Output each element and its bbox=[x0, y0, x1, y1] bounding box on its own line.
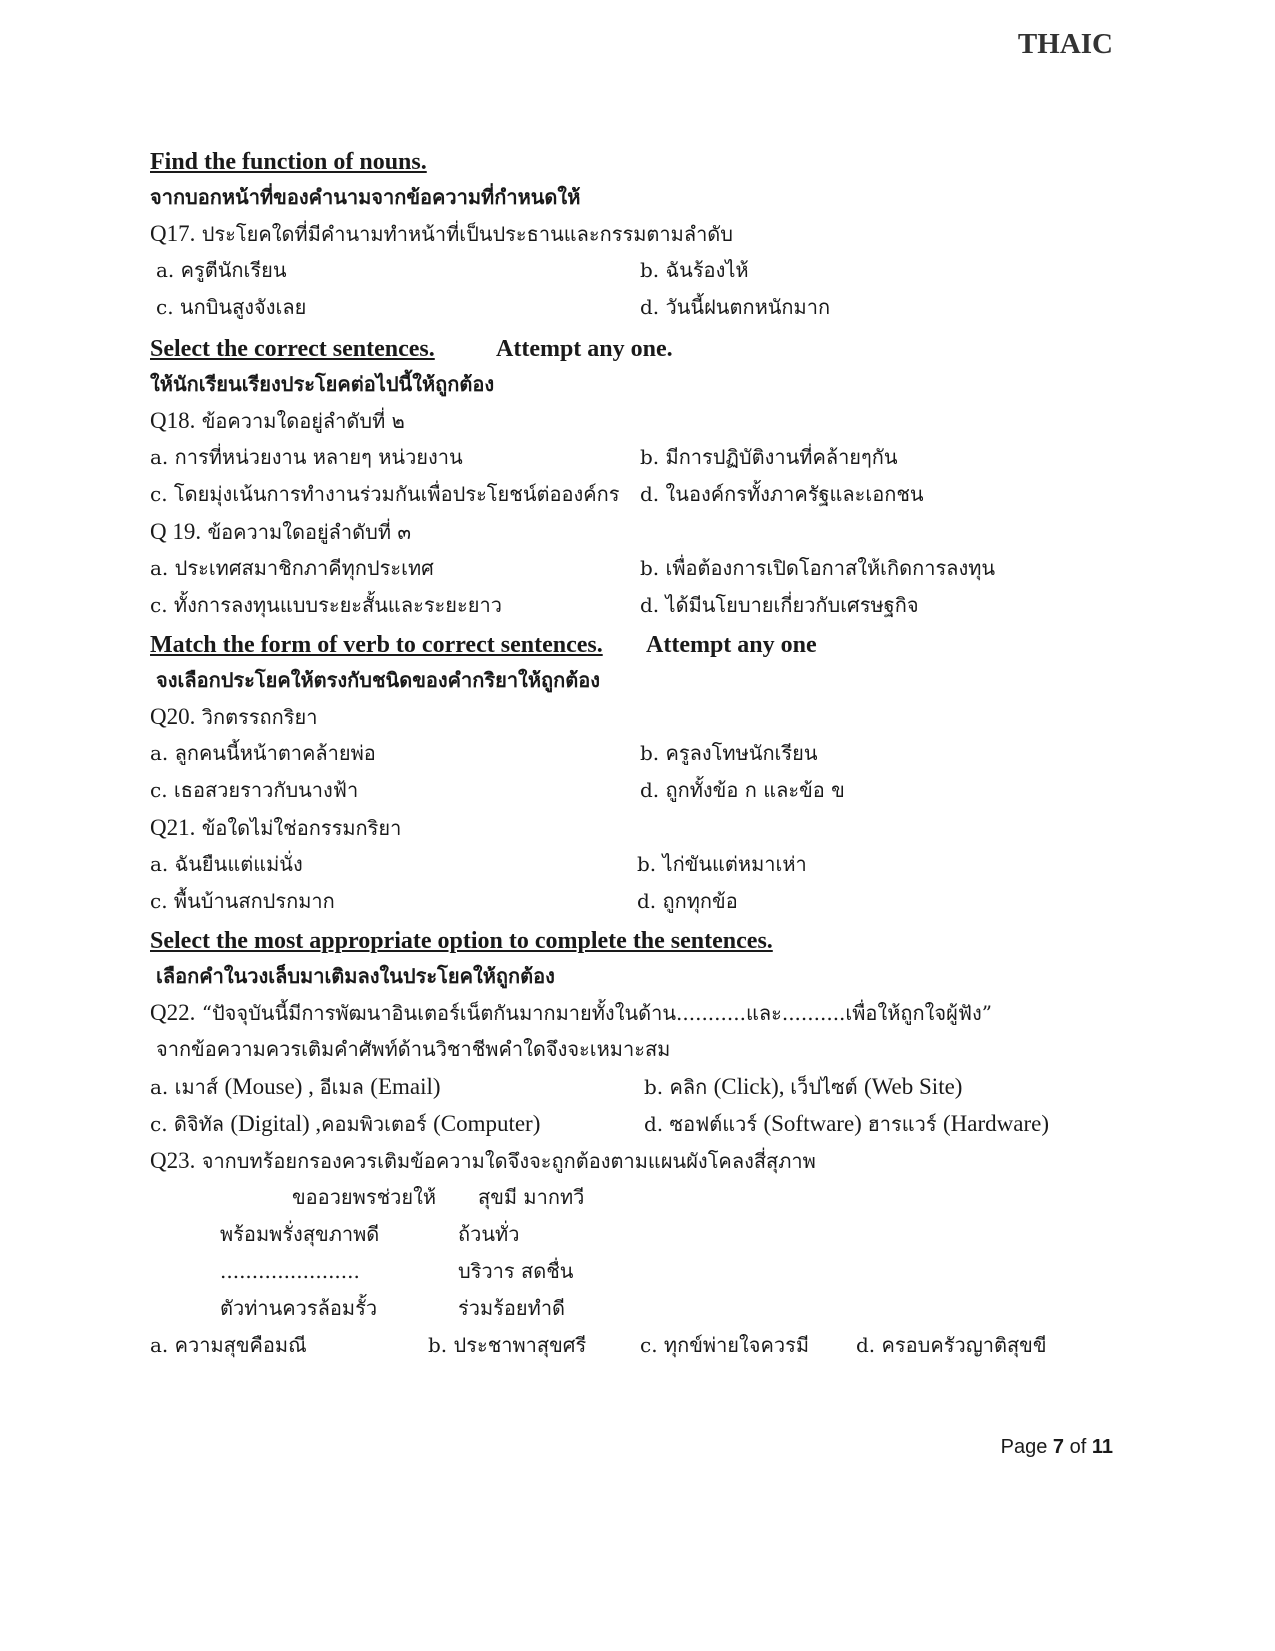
option-text: c. ดิจิทัล bbox=[150, 1112, 231, 1136]
option-a: a. ครูตีนักเรียน bbox=[156, 258, 287, 282]
page-number: 7 bbox=[1052, 1436, 1065, 1458]
question-text: วิกตรรถกริยา bbox=[201, 705, 318, 729]
option-text: (Hardware) bbox=[943, 1111, 1049, 1136]
page-footer bbox=[1001, 1436, 1113, 1459]
section-title-text: Select the most appropriate option to complete the sentences. bbox=[150, 928, 773, 954]
option-text: (Email) bbox=[370, 1074, 441, 1099]
option-a: a. ฉันยืนแต่แม่นั่ง bbox=[150, 852, 303, 876]
options-row bbox=[150, 289, 1130, 326]
section-title-complete bbox=[150, 924, 1130, 958]
option-c: c. ทุกข์พ่ายใจควรมี bbox=[640, 1333, 810, 1357]
attempt-note: Attempt any one bbox=[646, 632, 817, 658]
option-text: (Web Site) bbox=[864, 1074, 963, 1099]
section-title-nouns bbox=[150, 145, 1130, 179]
option-c bbox=[150, 1105, 540, 1143]
option-text: (Digital) , bbox=[230, 1111, 322, 1136]
question-q22 bbox=[150, 994, 1130, 1031]
section-instruction: จากบอกหน้าที่ของคำนามจากข้อความที่กำหนดให้ bbox=[150, 185, 581, 209]
poem-line: ร่วมร้อยทำดี bbox=[458, 1296, 566, 1320]
option-b: b. ไก่ขันแต่หมาเห่า bbox=[637, 852, 807, 876]
options-row bbox=[150, 1327, 1130, 1364]
question-text: ประโยคใดที่มีคำนามทำหน้าที่เป็นประธานและกรรมตามลำดับ bbox=[201, 222, 733, 246]
question-number: Q 19. bbox=[150, 519, 202, 544]
page-total: 11 bbox=[1091, 1436, 1113, 1458]
poem-line: สุขมี มากทวี bbox=[478, 1185, 585, 1209]
question-number: Q17. bbox=[150, 221, 196, 246]
section-title-verbs bbox=[150, 628, 1130, 662]
option-c: c. ทั้งการลงทุนแบบระยะสั้นและระยะยาว bbox=[150, 593, 502, 617]
question-number: Q21. bbox=[150, 815, 196, 840]
options-row bbox=[150, 1105, 1130, 1142]
question-number: Q18. bbox=[150, 408, 196, 433]
option-a: a. ความสุขคือมณี bbox=[150, 1333, 307, 1357]
options-row bbox=[150, 252, 1130, 289]
question-q19 bbox=[150, 513, 1130, 550]
poem-line: พร้อมพรั่งสุขภาพดี bbox=[220, 1222, 380, 1246]
option-b: b. ครูลงโทษนักเรียน bbox=[640, 741, 818, 765]
section-title-text: Find the function of nouns. bbox=[150, 149, 427, 175]
question-text: “ปัจจุบันนี้มีการพัฒนาอินเตอร์เน็ตกันมากมายทั้งในด้าน...........และ..........เพื่อให้ถูกใจผู้ฟัง” bbox=[201, 1001, 992, 1025]
options-row bbox=[150, 772, 1130, 809]
section-title-text: Select the correct sentences. bbox=[150, 336, 435, 362]
option-a: a. ลูกคนนี้หน้าตาคล้ายพ่อ bbox=[150, 741, 376, 765]
option-d: d. ได้มีนโยบายเกี่ยวกับเศรษฐกิจ bbox=[640, 593, 919, 617]
section-instruction: เลือกคำในวงเล็บมาเติมลงในประโยคให้ถูกต้อง bbox=[156, 964, 555, 988]
question-q18 bbox=[150, 402, 1130, 439]
section-title-text: Match the form of verb to correct sentences. bbox=[150, 632, 603, 658]
options-row bbox=[150, 1068, 1130, 1105]
option-text: a. เมาส์ bbox=[150, 1075, 225, 1099]
options-row bbox=[150, 587, 1130, 624]
question-number: Q23. bbox=[150, 1148, 196, 1173]
question-q17 bbox=[150, 215, 1130, 252]
poem-line: บริวาร สดชื่น bbox=[458, 1259, 574, 1283]
option-text: (Computer) bbox=[433, 1111, 541, 1136]
option-text: b. คลิก bbox=[644, 1075, 714, 1099]
option-text: คอมพิวเตอร์ bbox=[321, 1112, 434, 1136]
question-text: ข้อความใดอยู่ลำดับที่ ๒ bbox=[201, 409, 405, 433]
option-text: (Mouse) , bbox=[224, 1074, 320, 1099]
option-text: d. ซอฟต์แวร์ bbox=[644, 1112, 764, 1136]
option-d: d. วันนี้ฝนตกหนักมาก bbox=[640, 295, 831, 319]
option-c: c. พื้นบ้านสกปรกมาก bbox=[150, 889, 335, 913]
option-text: เว็ปไซต์ bbox=[790, 1075, 865, 1099]
of-label: of bbox=[1064, 1436, 1092, 1458]
options-row bbox=[150, 735, 1130, 772]
option-text: ฮารแวร์ bbox=[867, 1112, 943, 1136]
question-q21 bbox=[150, 809, 1130, 846]
poem-blank: ...................... bbox=[220, 1259, 360, 1283]
option-b: b. ประชาพาสุขศรี bbox=[428, 1333, 587, 1357]
options-row bbox=[150, 550, 1130, 587]
option-a: a. การที่หน่วยงาน หลายๆ หน่วยงาน bbox=[150, 445, 463, 469]
options-row bbox=[150, 476, 1130, 513]
option-text: (Software) bbox=[763, 1111, 868, 1136]
option-b bbox=[644, 1068, 962, 1106]
option-a bbox=[150, 1068, 441, 1106]
section-instruction: ให้นักเรียนเรียงประโยคต่อไปนี้ให้ถูกต้อง bbox=[150, 372, 495, 396]
option-d: d. ในองค์กรทั้งภาครัฐและเอกชน bbox=[640, 482, 924, 506]
poem-block bbox=[150, 1179, 1130, 1327]
option-d: d. ถูกทุกข้อ bbox=[637, 889, 738, 913]
option-c: c. นกบินสูงจังเลย bbox=[156, 295, 307, 319]
option-d: d. ถูกทั้งข้อ ก และข้อ ข bbox=[640, 778, 845, 802]
poem-line: ขออวยพรช่วยให้ bbox=[292, 1185, 437, 1209]
poem-line: ตัวท่านควรล้อมรั้ว bbox=[220, 1296, 378, 1320]
option-b: b. เพื่อต้องการเปิดโอกาสให้เกิดการลงทุน bbox=[640, 556, 996, 580]
option-b: b. ฉันร้องไห้ bbox=[640, 258, 749, 282]
question-number: Q20. bbox=[150, 704, 196, 729]
attempt-note: Attempt any one. bbox=[496, 336, 673, 362]
section-title-sentences bbox=[150, 332, 1130, 366]
worksheet-content bbox=[150, 145, 1130, 1364]
option-d: d. ครอบครัวญาติสุขขี bbox=[856, 1333, 1047, 1357]
option-b: b. มีการปฏิบัติงานที่คล้ายๆกัน bbox=[640, 445, 898, 469]
option-c: c. เธอสวยราวกับนางฟ้า bbox=[150, 778, 359, 802]
option-a: a. ประเทศสมาชิกภาคีทุกประเทศ bbox=[150, 556, 434, 580]
question-q20 bbox=[150, 698, 1130, 735]
question-number: Q22. bbox=[150, 1000, 196, 1025]
option-d bbox=[644, 1105, 1049, 1143]
question-note: จากข้อความควรเติมคำศัพท์ด้านวิชาชีพคำใดจึงจะเหมาะสม bbox=[156, 1037, 671, 1061]
option-text: (Click), bbox=[713, 1074, 791, 1099]
option-text: อีเมล bbox=[319, 1075, 371, 1099]
question-text: ข้อใดไม่ใช่อกรรมกริยา bbox=[201, 816, 402, 840]
options-row bbox=[150, 846, 1130, 883]
poem-line: ถ้วนทั่ว bbox=[458, 1222, 520, 1246]
question-q23 bbox=[150, 1142, 1130, 1179]
question-text: จากบทร้อยกรองควรเติมข้อความใดจึงจะถูกต้องตามแผนผังโคลงสี่สุภาพ bbox=[201, 1149, 816, 1173]
page-label: Page bbox=[1000, 1436, 1053, 1458]
question-text: ข้อความใดอยู่ลำดับที่ ๓ bbox=[207, 520, 412, 544]
options-row bbox=[150, 883, 1130, 920]
header-brand: THAIC bbox=[1017, 28, 1113, 60]
options-row bbox=[150, 439, 1130, 476]
section-instruction: จงเลือกประโยคให้ตรงกับชนิดของคำกริยาให้ถูกต้อง bbox=[156, 668, 600, 692]
option-c: c. โดยมุ่งเน้นการทำงานร่วมกันเพื่อประโยชน์ต่อองค์กร bbox=[150, 482, 620, 506]
